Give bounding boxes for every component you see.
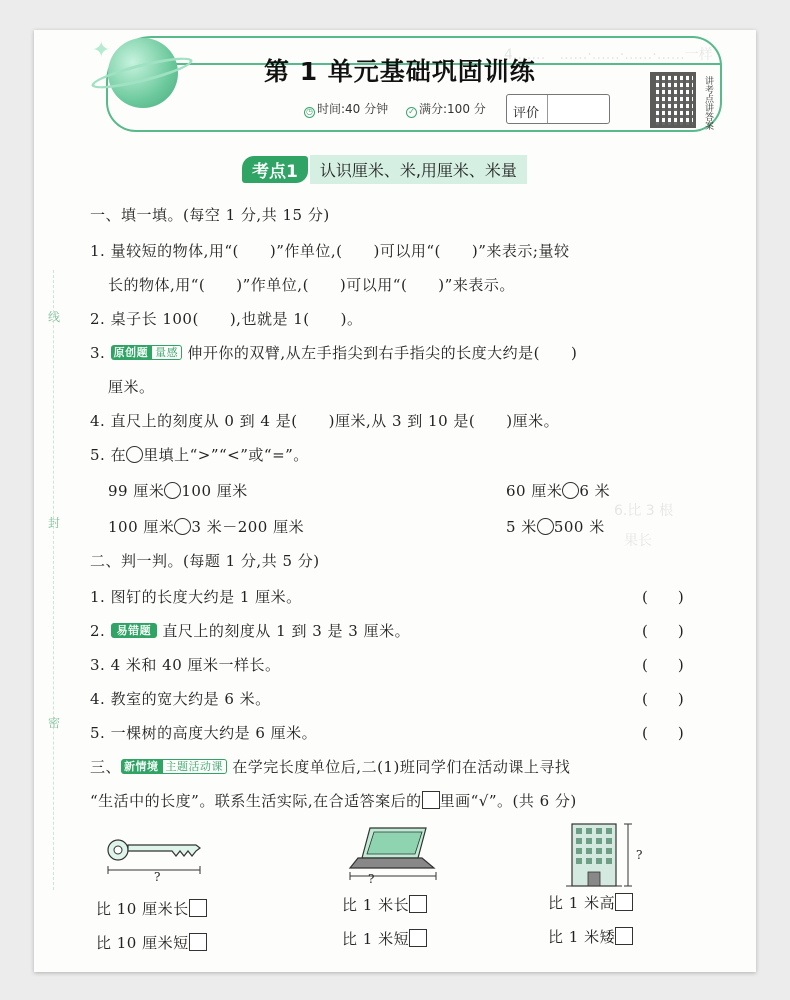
answer-checkbox[interactable] xyxy=(615,927,633,945)
answer-checkbox[interactable] xyxy=(189,899,207,917)
question-3-line2: 厘米。 xyxy=(108,378,155,396)
checkbox-sample xyxy=(422,791,440,809)
star-icon: ✦ xyxy=(92,38,111,63)
judge-3: 3. 4 米和 40 厘米一样长。 xyxy=(90,656,281,674)
bleed-through-text: 6.比 3 根 xyxy=(614,503,674,519)
binding-dashed-line xyxy=(53,270,54,890)
question-4: 4. 直尺上的刻度从 0 到 4 是( )厘米,从 3 到 10 是( )厘米。 xyxy=(90,412,560,430)
laptop-option-longer: 比 1 米长 xyxy=(342,894,427,915)
error-prone-badge: 易错题 xyxy=(111,622,158,638)
question-3: 3. 原创题 量感 伸开你的双臂,从左手指尖到右手指尖的长度大约是( ) xyxy=(90,344,578,362)
judge-2: 2. 易错题 直尺上的刻度从 1 到 3 是 3 厘米。 xyxy=(90,622,411,640)
answer-checkbox[interactable] xyxy=(615,893,633,911)
key-option-shorter: 比 10 厘米短 xyxy=(96,932,207,953)
page-title: 第 1 单元基础巩固训练 xyxy=(264,57,536,86)
section1-heading: 一、填一填。(每空 1 分,共 15 分) xyxy=(90,206,330,224)
building-height-question-mark: ? xyxy=(636,848,643,862)
laptop-icon xyxy=(348,824,448,884)
time-limit: ◷ 时间:40 分钟 xyxy=(306,102,389,116)
qr-caption: 讲考点讲答案 xyxy=(703,76,713,130)
answer-paren[interactable]: ( ) xyxy=(642,690,684,708)
worksheet-page xyxy=(34,30,756,972)
key-length-question-mark: ? xyxy=(154,870,161,884)
side-mark-line: 线 xyxy=(48,310,61,324)
compare-circle-input[interactable] xyxy=(562,482,579,499)
qr-code[interactable] xyxy=(650,72,696,128)
answer-checkbox[interactable] xyxy=(409,895,427,913)
building-icon xyxy=(564,818,644,890)
clock-icon: ◷ xyxy=(304,107,315,118)
answer-paren[interactable]: ( ) xyxy=(642,656,684,674)
bleed-through-text: 4.…… ……·……·……·……一样 xyxy=(504,47,713,63)
compare-item-4: 5 米 500 米 xyxy=(506,518,605,536)
full-score: ✓ 满分:100 分 xyxy=(406,100,486,118)
side-mark-secret: 密 xyxy=(48,716,61,730)
laptop-option-shorter: 比 1 米短 xyxy=(342,928,427,949)
original-badge: 原创题 量感 xyxy=(111,344,183,360)
compare-circle xyxy=(126,446,143,463)
question-5: 5. 在 里填上“>”“<”或“=”。 xyxy=(90,446,309,464)
question-2: 2. 桌子长 100( ),也就是 1( )。 xyxy=(90,310,363,328)
topic-tag: 考点1 xyxy=(242,156,308,183)
compare-item-3: 100 厘米 3 米－200 厘米 xyxy=(108,518,305,536)
topic-banner xyxy=(242,156,527,182)
building-option-shorter: 比 1 米矮 xyxy=(548,926,633,947)
bleed-through-text: 果长 xyxy=(624,533,652,549)
answer-paren[interactable]: ( ) xyxy=(642,622,684,640)
answer-checkbox[interactable] xyxy=(189,933,207,951)
new-context-badge: 新情境 主题活动课 xyxy=(121,758,227,774)
compare-item-1: 99 厘米 100 厘米 xyxy=(108,482,248,500)
compare-circle-input[interactable] xyxy=(174,518,191,535)
answer-checkbox[interactable] xyxy=(409,929,427,947)
key-option-longer: 比 10 厘米长 xyxy=(96,898,207,919)
evaluation-label: 评价 xyxy=(513,106,540,121)
section3-heading: 三、 新情境 主题活动课 在学完长度单位后,二(1)班同学们在活动课上寻找 xyxy=(90,758,571,776)
building-option-taller: 比 1 米高 xyxy=(548,892,633,913)
question-1-line1: 1. 量较短的物体,用“( )”作单位,( )可以用“( )”来表示;量较 xyxy=(90,242,570,260)
evaluation-box[interactable] xyxy=(506,94,610,124)
section2-heading: 二、判一判。(每题 1 分,共 5 分) xyxy=(90,552,320,570)
question-1-line2: 长的物体,用“( )”作单位,( )可以用“( )”来表示。 xyxy=(108,276,515,294)
section3-line2: “生活中的长度”。联系生活实际,在合适答案后的 里画“√”。(共 6 分) xyxy=(90,792,577,810)
compare-circle-input[interactable] xyxy=(164,482,181,499)
laptop-length-question-mark: ? xyxy=(368,872,375,886)
compare-circle-input[interactable] xyxy=(537,518,554,535)
compare-item-2: 60 厘米 6 米 xyxy=(506,482,611,500)
topic-text: 认识厘米、米,用厘米、米量 xyxy=(310,155,527,184)
judge-1: 1. 图钉的长度大约是 1 厘米。 xyxy=(90,588,302,606)
answer-paren[interactable]: ( ) xyxy=(642,588,684,606)
judge-4: 4. 教室的宽大约是 6 米。 xyxy=(90,690,271,708)
answer-paren[interactable]: ( ) xyxy=(642,724,684,742)
judge-5: 5. 一棵树的高度大约是 6 厘米。 xyxy=(90,724,318,742)
side-mark-seal: 封 xyxy=(48,516,61,530)
check-circle-icon: ✓ xyxy=(406,107,417,118)
